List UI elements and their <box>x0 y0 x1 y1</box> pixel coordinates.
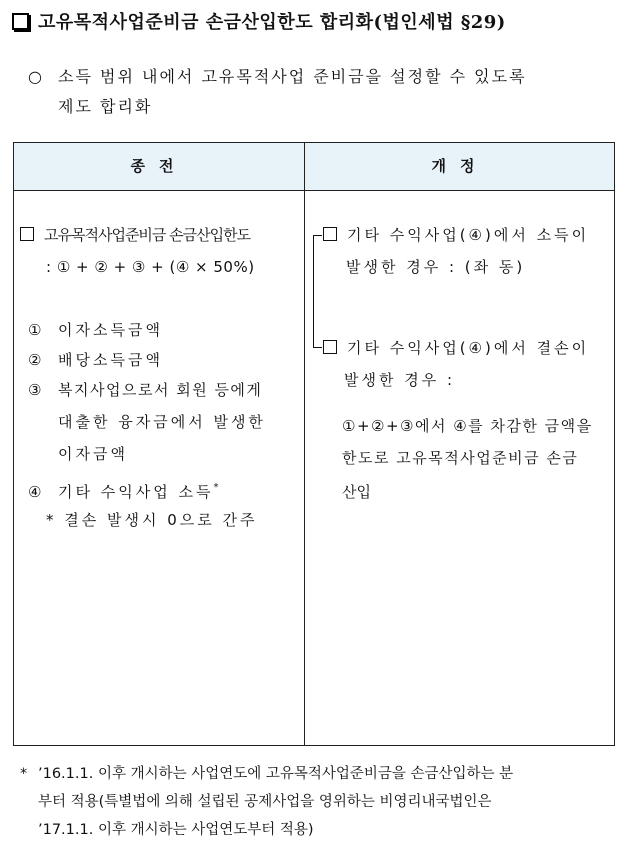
list-item-3-cont-1: 대출한 융자금에서 발생한 <box>58 413 266 431</box>
right-item-2-line-2: 발생한 경우 : <box>344 371 456 389</box>
list-item-1: ① 이자소득금액 <box>28 321 163 339</box>
page-title-row <box>12 8 506 34</box>
intro-paragraph <box>28 62 618 122</box>
comparison-table <box>13 142 615 746</box>
bracket-bottom-tick <box>313 347 322 348</box>
intro-line-1: 소득 범위 내에서 고유목적사업 준비금을 설정할 수 있도록 <box>58 67 527 86</box>
left-formula: : ① + ② + ③ + (④ × 50%) <box>46 258 255 276</box>
footnote-line-1: ’16.1.1. 이후 개시하는 사업연도에 고유목적사업준비금을 손금산입하는 분 <box>38 766 514 782</box>
list-item-4: ④ 기타 수익사업 소득* <box>28 482 222 501</box>
bracket-connector <box>313 235 314 348</box>
left-item-title: 고유목적사업준비금 손금산입한도 <box>20 220 250 250</box>
footnote-star: * <box>213 482 222 493</box>
right-item-1-line-2: 발생한 경우 : (좌 동) <box>346 258 526 276</box>
square-bullet-icon <box>323 227 337 241</box>
square-bullet-icon <box>20 227 34 241</box>
left-note: * 결손 발생시 0으로 간주 <box>46 511 258 529</box>
list-item-2: ② 배당소득금액 <box>28 351 163 369</box>
header-previous: 종전 <box>130 157 188 175</box>
list-item-3-cont-2: 이자금액 <box>58 445 128 463</box>
footnote-line-2: 부터 적용(특별법에 의해 설립된 공제사업을 영위하는 비영리내국법인은 <box>38 794 492 810</box>
square-bullet-icon <box>323 340 337 354</box>
list-item-3: ③ 복지사업으로서 회원 등에게 <box>28 381 263 399</box>
page-title: 고유목적사업준비금 손금산입한도 합리화(법인세법 §29) <box>38 12 506 33</box>
right-item-2: 기타 수익사업(④)에서 결손이 <box>323 333 589 363</box>
checkbox-icon <box>12 13 29 30</box>
bullet-circle: ○ <box>28 67 42 86</box>
intro-line-2: 제도 합리화 <box>58 97 153 116</box>
right-item-1: 기타 수익사업(④)에서 소득이 <box>323 220 589 250</box>
right-para-line-2: 한도로 고유목적사업준비금 손금 <box>342 449 579 467</box>
footnote-line-3: ’17.1.1. 이후 개시하는 사업연도부터 적용) <box>38 822 314 838</box>
bracket-top-tick <box>313 235 322 236</box>
right-para-line-1: ①+②+③에서 ④를 차감한 금액을 <box>342 417 593 435</box>
header-revised: 개정 <box>431 157 489 175</box>
right-para-line-3: 산입 <box>342 483 371 501</box>
footnote-asterisk: * <box>20 766 28 782</box>
column-divider <box>304 143 305 745</box>
footnote <box>20 760 620 844</box>
